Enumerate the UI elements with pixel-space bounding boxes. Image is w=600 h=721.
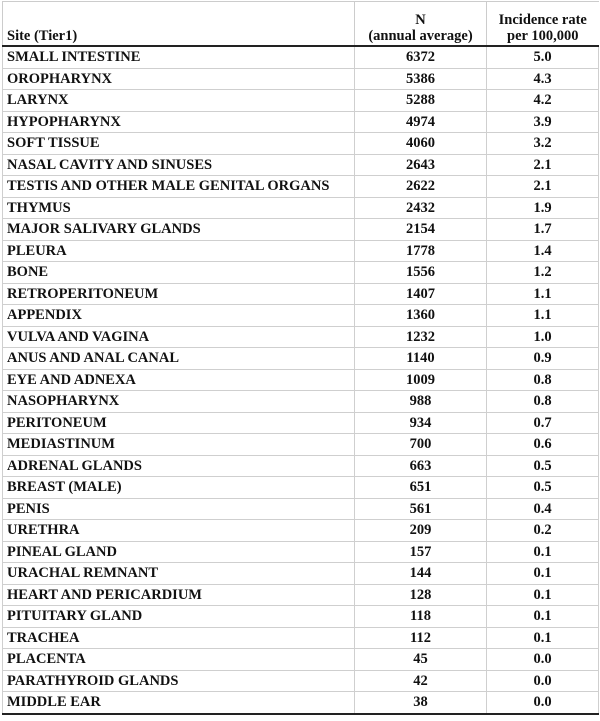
table-row [3,434,599,456]
n-cell: 1556 [355,262,487,284]
table-row [3,606,599,628]
n-cell: 2643 [355,154,487,176]
n-cell: 934 [355,412,487,434]
site-cell: HEART AND PERICARDIUM [3,584,355,606]
table-row [3,68,599,90]
rate-cell: 0.5 [487,455,599,477]
rate-cell: 4.3 [487,68,599,90]
table-row [3,477,599,499]
header-n [355,2,487,47]
site-cell: URACHAL REMNANT [3,563,355,585]
table-row [3,412,599,434]
n-cell: 112 [355,627,487,649]
rate-cell: 1.0 [487,326,599,348]
n-cell: 1140 [355,348,487,370]
site-cell: TRACHEA [3,627,355,649]
site-cell: PARATHYROID GLANDS [3,670,355,692]
rate-cell: 0.4 [487,498,599,520]
rate-cell: 0.0 [487,670,599,692]
n-cell: 1407 [355,283,487,305]
site-cell: SMALL INTESTINE [3,46,355,68]
n-cell: 209 [355,520,487,542]
n-cell: 1232 [355,326,487,348]
n-cell: 1009 [355,369,487,391]
rate-cell: 3.2 [487,133,599,155]
header-rate-line1: Incidence rate [498,12,587,28]
rate-cell: 0.0 [487,649,599,671]
rate-cell: 0.1 [487,584,599,606]
rate-cell: 0.2 [487,520,599,542]
header-rate [487,2,599,47]
n-cell: 561 [355,498,487,520]
header-n-line2: (annual average) [368,28,473,44]
rate-cell: 0.7 [487,412,599,434]
site-cell: VULVA AND VAGINA [3,326,355,348]
site-cell: APPENDIX [3,305,355,327]
table-row [3,262,599,284]
table-row [3,176,599,198]
rate-cell: 1.4 [487,240,599,262]
n-cell: 118 [355,606,487,628]
rate-cell: 0.1 [487,627,599,649]
n-cell: 144 [355,563,487,585]
rate-cell: 3.9 [487,111,599,133]
rate-cell: 1.7 [487,219,599,241]
site-cell: BREAST (MALE) [3,477,355,499]
table-row [3,584,599,606]
table-row [3,154,599,176]
table-row [3,455,599,477]
incidence-table [2,1,599,715]
table-row [3,219,599,241]
n-cell: 663 [355,455,487,477]
table-row [3,111,599,133]
site-cell: PERITONEUM [3,412,355,434]
n-cell: 38 [355,692,487,714]
site-cell: OROPHARYNX [3,68,355,90]
header-site [3,2,355,47]
n-cell: 4060 [355,133,487,155]
n-cell: 5386 [355,68,487,90]
table-row [3,326,599,348]
table-row [3,627,599,649]
site-cell: MEDIASTINUM [3,434,355,456]
rate-cell: 2.1 [487,176,599,198]
rate-cell: 5.0 [487,46,599,68]
site-cell: RETROPERITONEUM [3,283,355,305]
n-cell: 2622 [355,176,487,198]
table-row [3,197,599,219]
site-cell: MAJOR SALIVARY GLANDS [3,219,355,241]
rate-cell: 0.8 [487,391,599,413]
site-cell: ANUS AND ANAL CANAL [3,348,355,370]
table-row [3,240,599,262]
n-cell: 5288 [355,90,487,112]
site-cell: ADRENAL GLANDS [3,455,355,477]
table-row [3,369,599,391]
rate-cell: 1.2 [487,262,599,284]
n-cell: 42 [355,670,487,692]
rate-cell: 0.8 [487,369,599,391]
rate-cell: 1.9 [487,197,599,219]
n-cell: 45 [355,649,487,671]
site-cell: URETHRA [3,520,355,542]
table-row [3,133,599,155]
table-row [3,348,599,370]
n-cell: 1778 [355,240,487,262]
site-cell: BONE [3,262,355,284]
site-cell: HYPOPHARYNX [3,111,355,133]
site-cell: PINEAL GLAND [3,541,355,563]
n-cell: 6372 [355,46,487,68]
rate-cell: 0.1 [487,606,599,628]
rate-cell: 0.9 [487,348,599,370]
n-cell: 700 [355,434,487,456]
site-cell: PITUITARY GLAND [3,606,355,628]
header-row [3,2,599,47]
site-cell: PLACENTA [3,649,355,671]
rate-cell: 1.1 [487,305,599,327]
site-cell: TESTIS AND OTHER MALE GENITAL ORGANS [3,176,355,198]
table-row [3,46,599,68]
site-cell: MIDDLE EAR [3,692,355,714]
table-row [3,520,599,542]
table-row [3,649,599,671]
n-cell: 1360 [355,305,487,327]
site-cell: SOFT TISSUE [3,133,355,155]
table-row [3,90,599,112]
rate-cell: 0.1 [487,541,599,563]
rate-cell: 0.5 [487,477,599,499]
site-cell: PLEURA [3,240,355,262]
header-n-line1: N [415,12,426,28]
header-rate-line2: per 100,000 [507,28,579,44]
table-row [3,692,599,714]
site-cell: THYMUS [3,197,355,219]
n-cell: 157 [355,541,487,563]
n-cell: 988 [355,391,487,413]
n-cell: 651 [355,477,487,499]
n-cell: 4974 [355,111,487,133]
rate-cell: 1.1 [487,283,599,305]
rate-cell: 4.2 [487,90,599,112]
table-row [3,563,599,585]
header-site-label: Site (Tier1) [7,28,78,44]
table-row [3,670,599,692]
table-row [3,541,599,563]
table-row [3,305,599,327]
site-cell: PENIS [3,498,355,520]
site-cell: LARYNX [3,90,355,112]
rate-cell: 0.0 [487,692,599,714]
site-cell: EYE AND ADNEXA [3,369,355,391]
table-row [3,283,599,305]
rate-cell: 2.1 [487,154,599,176]
n-cell: 128 [355,584,487,606]
n-cell: 2432 [355,197,487,219]
table-row [3,391,599,413]
site-cell: NASAL CAVITY AND SINUSES [3,154,355,176]
rate-cell: 0.6 [487,434,599,456]
rate-cell: 0.1 [487,563,599,585]
n-cell: 2154 [355,219,487,241]
site-cell: NASOPHARYNX [3,391,355,413]
table-row [3,498,599,520]
